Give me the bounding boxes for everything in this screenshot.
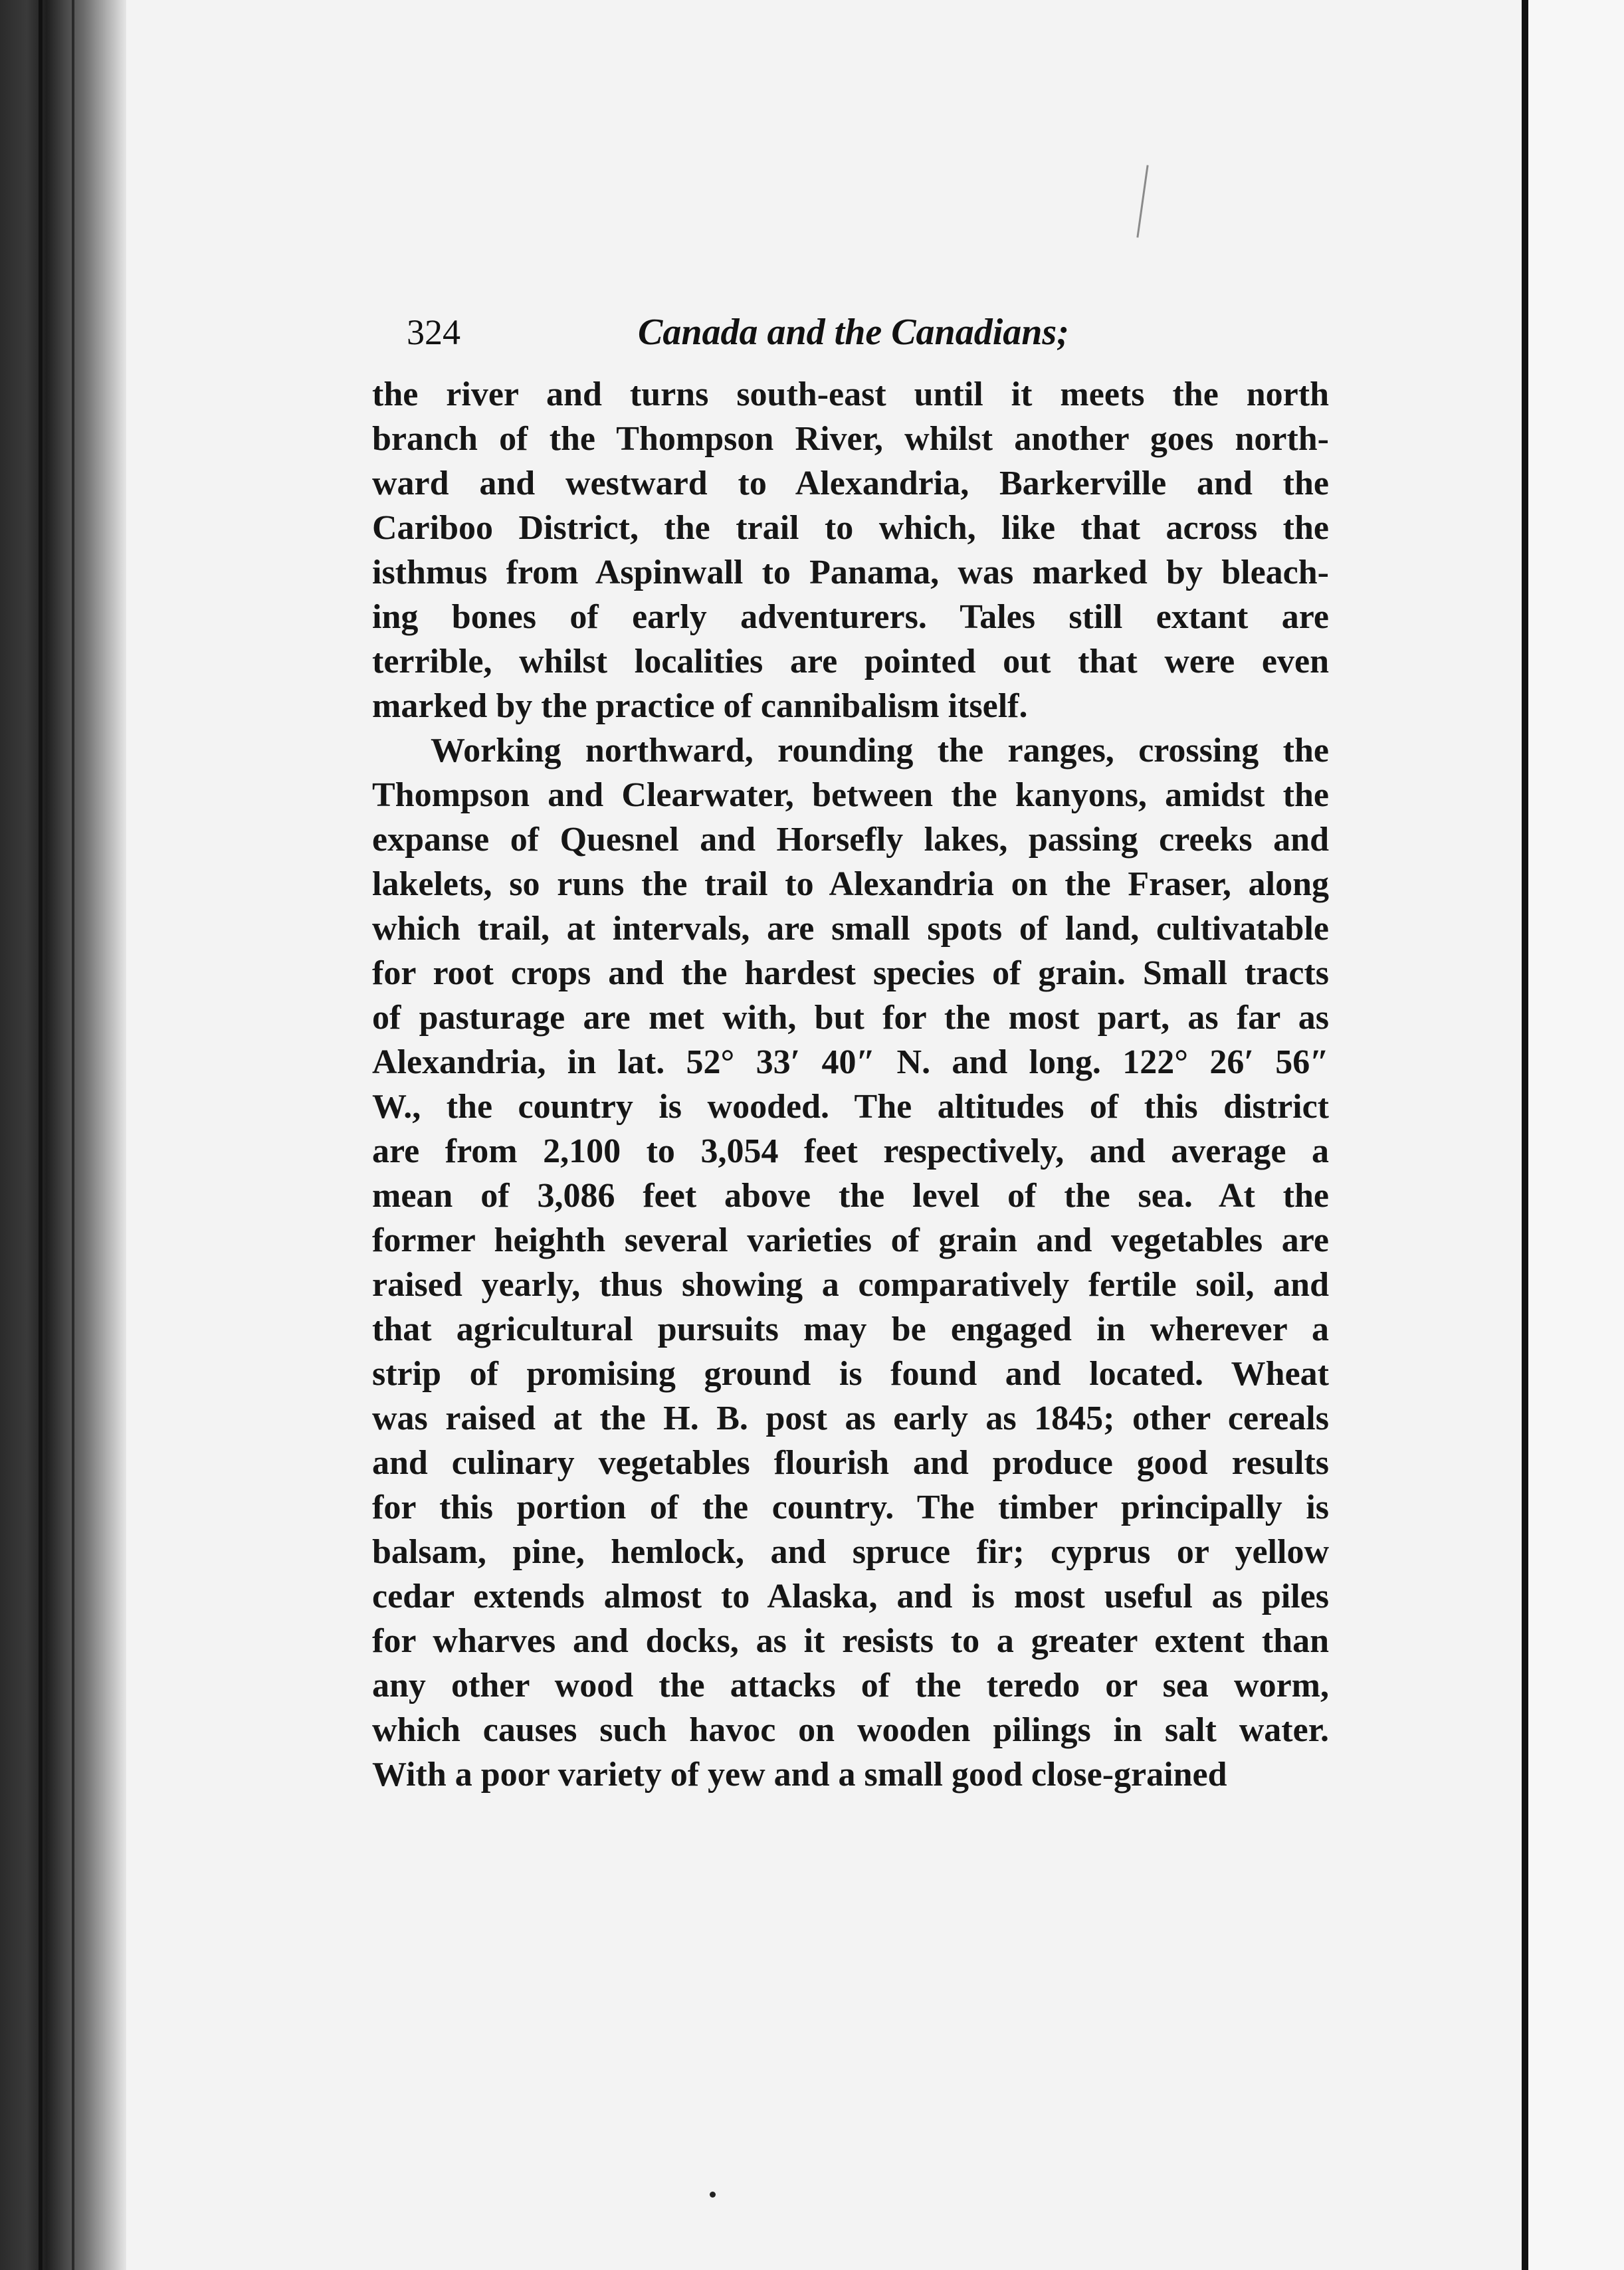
text-line: ward and westward to Alexandria, Barkerville and the — [372, 464, 1329, 502]
text-line: for this portion of the country. The timber principally is — [372, 1489, 1329, 1526]
text-line: With a poor variety of yew and a small good close-grained — [372, 1756, 1227, 1794]
text-line: cedar extends almost to Alaska, and is most useful as piles — [372, 1578, 1329, 1615]
text-line: which trail, at intervals, are small spots of land, cultivatable — [372, 910, 1329, 948]
text-line: W., the country is wooded. The altitudes of this district — [372, 1088, 1329, 1126]
paragraph — [372, 728, 1329, 1797]
body-text — [372, 372, 1329, 1797]
footer-speck — [710, 2192, 716, 2198]
text-line: Working northward, rounding the ranges, crossing the — [431, 732, 1329, 770]
text-line: Cariboo District, the trail to which, like that across the — [372, 509, 1329, 547]
text-line: ing bones of early adventurers. Tales still extant are — [372, 598, 1329, 636]
text-line: that agricultural pursuits may be engaged in wherever a — [372, 1310, 1329, 1348]
page-number: 324 — [407, 312, 460, 352]
text-line: raised yearly, thus showing a comparatively fertile soil, and — [372, 1266, 1329, 1304]
text-line: Alexandria, in lat. 52° 33′ 40″ N. and long. 122° 26′ 56″ — [372, 1043, 1329, 1081]
text-line: for root crops and the hardest species of grain. Small tracts — [372, 954, 1329, 992]
text-line: which causes such havoc on wooden pilings in salt water. — [372, 1711, 1329, 1749]
text-line: balsam, pine, hemlock, and spruce fir; cyprus or yellow — [372, 1533, 1329, 1571]
text-line: strip of promising ground is found and located. Wheat — [372, 1355, 1329, 1393]
text-line: was raised at the H. B. post as early as 1845; other cereals — [372, 1399, 1329, 1437]
text-line: and culinary vegetables flourish and produce good results — [372, 1444, 1329, 1482]
running-head-title: Canada and the Canadians; — [638, 312, 1069, 353]
text-line: are from 2,100 to 3,054 feet respectively, and average a — [372, 1132, 1329, 1170]
running-head — [0, 302, 1624, 362]
text-line: lakelets, so runs the trail to Alexandria on the Fraser, along — [372, 865, 1329, 903]
text-line: for wharves and docks, as it resists to a greater extent than — [372, 1622, 1329, 1660]
text-line: the river and turns south-east until it meets the north — [372, 375, 1329, 413]
text-line: any other wood the attacks of the teredo or sea worm, — [372, 1667, 1329, 1704]
text-line: Thompson and Clearwater, between the kanyons, amidst the — [372, 776, 1329, 814]
text-line: marked by the practice of cannibalism itself. — [372, 687, 1028, 725]
text-line: former heighth several varieties of grain and vegetables are — [372, 1221, 1329, 1259]
text-line: mean of 3,086 feet above the level of the sea. At the — [372, 1177, 1329, 1215]
text-line: terrible, whilst localities are pointed out that were even — [372, 643, 1329, 680]
text-line: isthmus from Aspinwall to Panama, was marked by bleach- — [372, 554, 1329, 591]
paragraph — [372, 372, 1329, 728]
text-line: branch of the Thompson River, whilst another goes north- — [372, 420, 1329, 458]
text-line: expanse of Quesnel and Horsefly lakes, passing creeks and — [372, 821, 1329, 859]
text-line: of pasturage are met with, but for the most part, as far as — [372, 999, 1329, 1037]
